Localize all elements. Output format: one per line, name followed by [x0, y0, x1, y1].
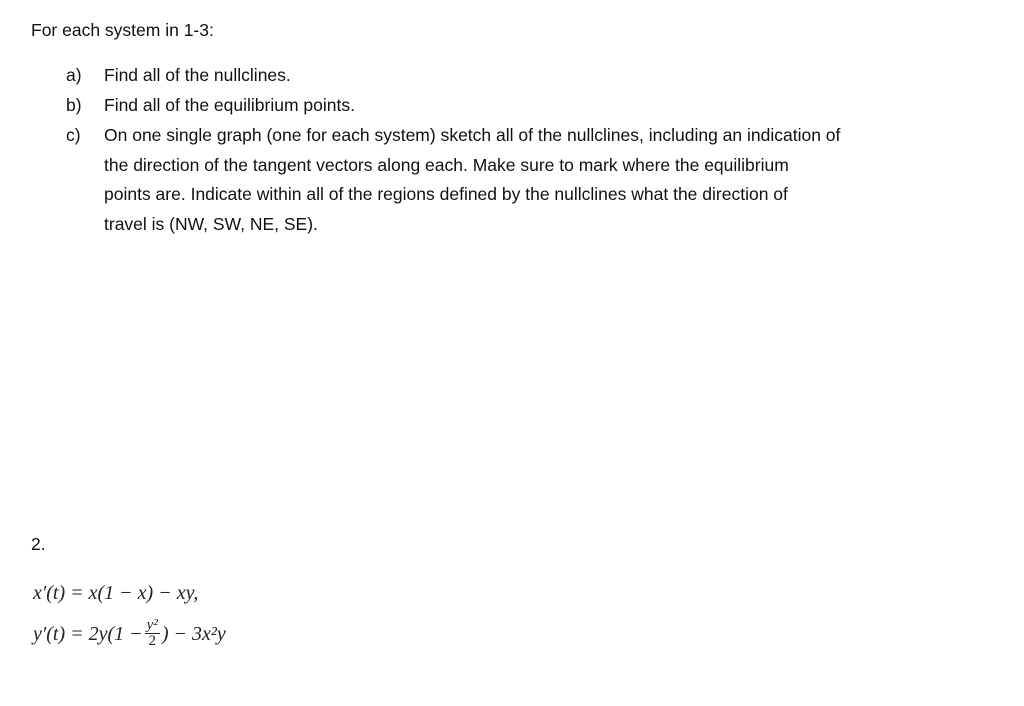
item-text-line: On one single graph (one for each system) sketch all of the nullclines, including an indication of	[104, 125, 841, 145]
equation-y	[33, 617, 226, 651]
item-text-line: points are. Indicate within all of the regions defined by the nullclines what the direction of	[104, 184, 788, 205]
item-text: Find all of the nullclines.	[104, 65, 291, 85]
item-text-line: travel is (NW, SW, NE, SE).	[104, 213, 318, 234]
intro-text: For each system in 1-3:	[31, 20, 214, 40]
item-text: Find all of the equilibrium points.	[104, 95, 355, 115]
item-label: a)	[66, 65, 82, 85]
problem-number: 2.	[31, 534, 46, 554]
fraction-numerator: y²	[146, 617, 158, 633]
item-label: c)	[66, 125, 81, 145]
item-text-line: the direction of the tangent vectors along each. Make sure to mark where the equilibrium	[104, 154, 789, 175]
fraction	[145, 618, 160, 649]
equation-y-left: y′(t) = 2y(1 −	[33, 623, 143, 646]
fraction-denominator: 2	[148, 633, 156, 649]
equation-x: x′(t) = x(1 − x) − xy,	[33, 582, 199, 604]
item-label: b)	[66, 95, 82, 115]
equation-y-right: ) − 3x²y	[161, 623, 226, 646]
